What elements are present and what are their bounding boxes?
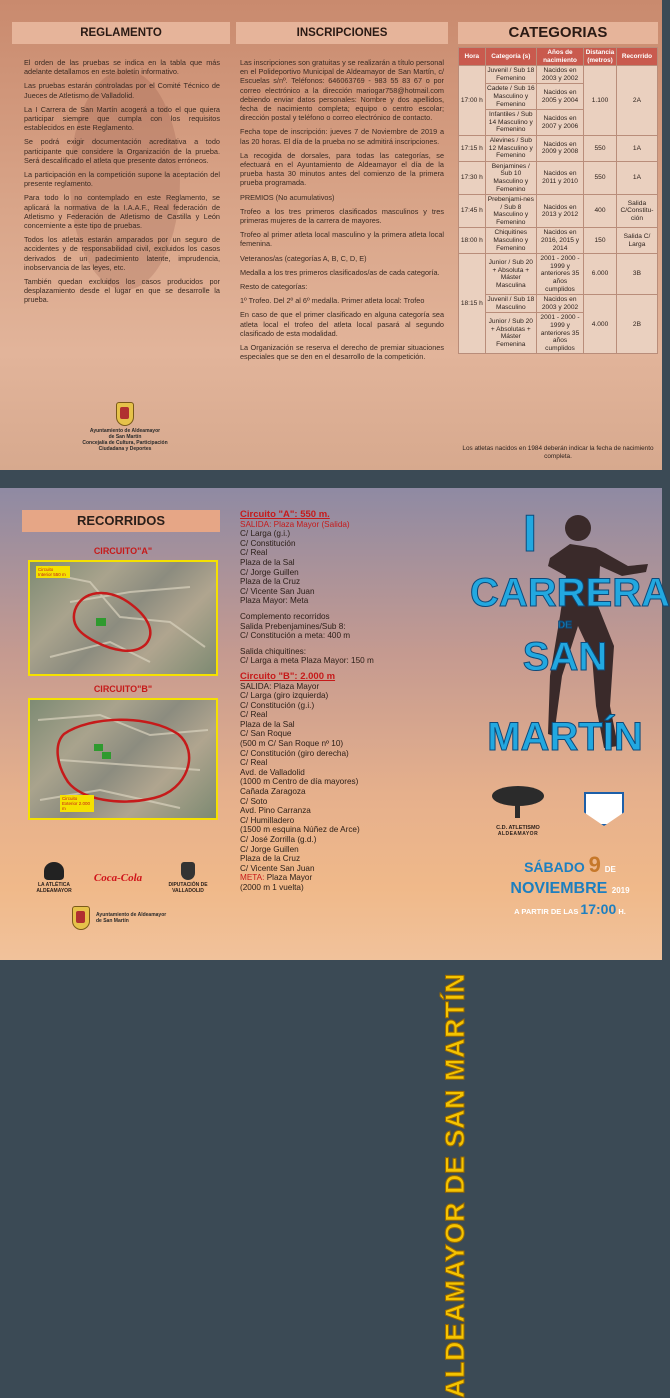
table-row — [459, 254, 658, 295]
circuito-a-label: CIRCUITO"A" — [93, 546, 153, 556]
cell-hora: 17:00 h — [459, 66, 486, 136]
reglamento-paragraph: Se podrá exigir documentación acreditativa a todo participante que considere la Organización de la prueba. Será descalificado el atleta que presente datos erróneos. — [24, 137, 220, 165]
route-b-step: C/ Soto — [240, 796, 268, 806]
pine-tree-icon — [490, 784, 546, 820]
route-b-step: C/ Real — [240, 758, 268, 768]
cell-hora: 18:00 h — [459, 228, 486, 254]
cell-anos: Nacidos en 2003 y 2002 — [536, 66, 583, 84]
route-b-step: C/ San Roque — [240, 729, 292, 739]
cell-dist: 400 — [584, 195, 617, 228]
col-header: Distancia (metros) — [584, 48, 617, 66]
cell-anos: Nacidos en 2007 y 2006 — [536, 110, 583, 136]
title-de: DE — [558, 620, 572, 631]
plaza-marker — [94, 744, 103, 751]
logo-line: Ciudadana y Deportes — [98, 446, 152, 452]
table-row — [459, 195, 658, 228]
title-carrera: CARRERA — [470, 571, 670, 615]
ayuntamiento-logo-bottom — [72, 906, 172, 924]
reglamento-paragraph: Para todo lo no contemplado en este Reglamento, se aplicará la normativa de la I.A.A.F., Real federación de Atletismo y Federación de Atletismo de Castilla y León concerniente a este tipo de pruebas. — [24, 193, 220, 231]
coat-of-arms-icon — [116, 402, 134, 426]
cell-dist: 1.100 — [584, 66, 617, 136]
cell-hora: 17:45 h — [459, 195, 486, 228]
inscripciones-paragraph: Medalla a los tres primeros clasificados/as de cada categoría. — [240, 267, 440, 277]
club-name: C.D. ATLETISMO — [496, 825, 540, 831]
route-b-step: C/ Constitución (giro derecha) — [240, 748, 349, 758]
cell-cat: Juvenil / Sub 18 Femenino — [485, 66, 536, 84]
route-a-title: Circuito "A": 550 m. — [240, 509, 330, 520]
title-san: SAN — [522, 635, 608, 679]
sponsor-name: LA ATLÉTICA ALDEAMAYOR — [36, 882, 72, 894]
cell-rec: Salida C/Constitu-ción — [616, 195, 657, 228]
reglamento-text — [24, 58, 220, 310]
date-line-2: NOVIEMBRE 2019 — [510, 880, 630, 897]
inscripciones-paragraph: La Organización se reserva el derecho de premiar situaciones especiales que se den en el desarrollo de la competición. — [240, 343, 444, 362]
route-b-step: Avd. de Valladolid — [240, 767, 305, 777]
sponsor-atletica — [34, 862, 74, 894]
route-descriptions — [240, 510, 374, 893]
sponsor-diputacion — [158, 862, 218, 894]
date-line-3: A PARTIR DE LAS 17:00 H. — [514, 901, 626, 917]
cell-cat: Benjamines / Sub 10 Masculino y Femenino — [485, 161, 536, 194]
cell-rec: 3B — [616, 254, 657, 295]
inscripciones-paragraph: La recogida de dorsales, para todas las categorías, se efectuará en el Ayuntamiento de Aldeamayor el día de la prueba hasta 30 minutos antes del comienzo de la primera prueba programada. — [240, 150, 444, 188]
table-row — [459, 228, 658, 254]
col-header: Hora — [459, 48, 486, 66]
route-a-step: C/ Larga (g.i.) — [240, 529, 291, 539]
cell-dist: 150 — [584, 228, 617, 254]
inscripciones-paragraph: 1º Trofeo. Del 2º al 6º medalla. Primer atleta local: Trofeo — [240, 296, 425, 306]
cell-anos: Nacidos en 2011 y 2010 — [536, 161, 583, 194]
logo-line: Ayuntamiento de Aldeamayor — [89, 428, 161, 434]
cell-anos: Nacidos en 2005 y 2004 — [536, 84, 583, 110]
complemento-line: C/ Larga a meta Plaza Mayor: 150 m — [240, 656, 374, 666]
route-b-meta: META: Plaza Mayor — [240, 873, 313, 883]
reglamento-paragraph: Las pruebas estarán controladas por el Comité Técnico de Jueces de Atletismo de Valladolid. — [24, 81, 220, 100]
route-b-step: C/ Larga (giro izquierda) — [240, 691, 329, 701]
cell-anos: Nacidos en 2016, 2015 y 2014 — [536, 228, 583, 254]
cell-cat: Junior / Sub 20 + Absolutas + Máster Femenina — [485, 313, 536, 354]
cell-rec: 2B — [616, 295, 657, 354]
reglamento-paragraph: La I Carrera de San Martín acogerá a todo el que quiera participar siempre que cumpla con los requisitos establecidos en este Reglamento. — [24, 104, 220, 133]
cell-dist: 550 — [584, 135, 617, 161]
cell-cat: Chiquitines Masculino y Femenino — [485, 228, 536, 254]
inscripciones-paragraph: Las inscripciones son gratuitas y se realizarán a título personal en el Polideportivo Municipal de Aldeamayor de San Martín, c/ Escuelas s/nº. Teléfonos: 646063769 - 983 55 83 67 o por correo electrónico a la dirección mariogar758@hotmail.com debiendo enviar datos personales: Nombre y dos apellidos, fecha de nacimiento completa; equipo o centro escolar; dirección postal y teléfono o correo electrónico de contacto. — [240, 58, 444, 123]
route-a-step: Plaza de la Sal — [240, 557, 295, 567]
sponsor-cocacola: Coca-Cola — [93, 872, 143, 884]
reglamento-paragraph: El orden de las pruebas se indica en la tabla que más adelante detallamos en este boletín informativo. — [24, 58, 220, 77]
route-a-step: C/ Constitución — [240, 538, 296, 548]
coat-of-arms-icon — [72, 906, 90, 930]
vertical-town-title: ALDEAMAYOR DE SAN MARTÍN — [440, 972, 470, 1398]
cell-rec: 2A — [616, 66, 657, 136]
inscripciones-header: INSCRIPCIONES — [236, 22, 448, 44]
club-subname: ALDEAMAYOR — [497, 831, 539, 837]
cell-hora: 18:15 h — [459, 254, 486, 354]
cell-hora: 17:15 h — [459, 135, 486, 161]
reglamento-paragraph: Todos los atletas estarán amparados por un seguro de accidentes y de responsabilidad civil, excluidos los casos derivados de un padecimiento latente, imprudencia, inobservancia de las leyes, etc. — [24, 235, 220, 272]
complemento-line: Complemento recorridos — [240, 611, 330, 621]
cell-anos: Nacidos en 2009 y 2008 — [536, 135, 583, 161]
route-b-step: (2000 m 1 vuelta) — [240, 882, 304, 892]
route-b-step: (1500 m esquina Núñez de Arce) — [240, 825, 360, 835]
col-header: Categoría (s) — [485, 48, 536, 66]
event-date — [480, 852, 660, 920]
ayuntamiento-logo — [80, 402, 170, 452]
route-a-step: SALIDA: Plaza Mayor (Salida) — [240, 519, 350, 529]
route-a-svg — [30, 562, 216, 674]
table-row — [459, 161, 658, 194]
inscripciones-paragraph: En caso de que el primer clasificado en alguna categoría sea atleta local el trofeo del atleta local pasará al segundo clasificado de esta modalidad. — [240, 310, 444, 338]
brochure-cover-panel — [0, 488, 670, 1398]
circuito-b-label: CIRCUITO"B" — [93, 684, 153, 694]
cell-cat: Alevines / Sub 12 Masculino y Femenino — [485, 135, 536, 161]
route-b-step: Cañada Zaragoza — [240, 787, 306, 797]
route-a-step: Plaza Mayor: Meta — [240, 596, 309, 606]
route-b-step: Plaza de la Sal — [240, 719, 295, 729]
cell-anos: Nacidos en 2013 y 2012 — [536, 195, 583, 228]
runner-logo-icon — [44, 862, 64, 880]
table-row — [459, 295, 658, 313]
route-b-step: C/ Jorge Guillen — [240, 844, 299, 854]
cell-rec: Salida C/ Larga — [616, 228, 657, 254]
table-header-row — [459, 48, 658, 66]
logo-line: Concejalía de Cultura, Participación — [82, 440, 168, 446]
route-b-step: (500 m C/ San Roque nº 10) — [240, 739, 344, 749]
edition-number: I — [522, 505, 538, 563]
cell-cat: Infantiles / Sub 14 Masculino y Femenino — [485, 110, 536, 136]
cell-anos: 2001 - 2000 - 1999 y anteriores 35 años cumplidos — [536, 254, 583, 295]
route-b-step: Avd. Pino Carranza — [240, 806, 311, 816]
premios-heading: PREMIOS (No acumulativos) — [240, 192, 335, 202]
complemento-line: Salida chiquitines: — [240, 646, 306, 656]
reglamento-header: REGLAMENTO — [12, 22, 230, 44]
brochure-inside-panel — [0, 0, 662, 470]
logo-line: Ayuntamiento de Aldeamayor — [96, 912, 167, 918]
route-b-step: C/ José Zorrilla (g.d.) — [240, 835, 317, 844]
categorias-header: CATEGORIAS — [458, 22, 658, 44]
map-a-tag: Circuito Interior 550 m — [36, 566, 70, 578]
recorridos-header: RECORRIDOS — [22, 510, 220, 532]
complemento-line: Salida Prebenjamines/Sub 8: — [240, 621, 346, 631]
cell-cat: Juvenil / Sub 18 Masculino — [485, 295, 536, 313]
cell-dist: 6.000 — [584, 254, 617, 295]
diputacion-shield-icon — [181, 862, 195, 880]
route-b-svg — [30, 700, 216, 818]
route-b-step: C/ Real — [240, 710, 268, 720]
inscripciones-paragraph: Trofeo al primer atleta local masculino y la primera atleta local femenina. — [240, 230, 444, 249]
cell-cat: Prebenjami-nes / Sub 8 Masculino y Femenino — [485, 195, 536, 228]
route-b-step: C/ Vicente San Juan — [240, 863, 315, 873]
title-martin: MARTÍN — [487, 715, 643, 759]
route-a-step: C/ Jorge Guillen — [240, 567, 299, 577]
cell-rec: 1A — [616, 161, 657, 194]
plaza-marker — [96, 618, 106, 626]
club-badge-icon — [584, 792, 624, 826]
table-row — [459, 66, 658, 84]
route-b-step: C/ Constitución (g.i.) — [240, 700, 315, 710]
cell-rec: 1A — [616, 135, 657, 161]
date-line-1: SÁBADO 9 DE — [524, 852, 616, 877]
club-logo — [484, 784, 552, 837]
route-b-step: Plaza de la Cruz — [240, 854, 301, 864]
route-b-title: Circuito "B": 2.000 m — [240, 670, 336, 682]
route-b-step: SALIDA: Plaza Mayor — [240, 681, 320, 691]
inscripciones-paragraph: Resto de categorías: — [240, 282, 308, 292]
cell-anos: Nacidos en 2003 y 2002 — [536, 295, 583, 313]
sponsor-name: DIPUTACIÓN DE VALLADOLID — [168, 882, 208, 894]
cell-hora: 17:30 h — [459, 161, 486, 194]
logo-line: de San Martín — [96, 918, 129, 924]
complemento-line: C/ Constitución a meta: 400 m — [240, 631, 351, 641]
inscripciones-text — [240, 58, 444, 366]
circuito-b-map — [28, 698, 218, 820]
map-b-tag: Circuito Exterior 2.000 m — [60, 795, 94, 812]
reglamento-paragraph: La participación en la competición supone la aceptación del presente reglamento. — [24, 170, 220, 189]
categorias-table — [458, 47, 658, 354]
route-a-step: C/ Real — [240, 548, 268, 558]
route-b-step: (1000 m Centro de día mayores) — [240, 777, 359, 787]
cell-dist: 4.000 — [584, 295, 617, 354]
plaza-marker — [102, 752, 111, 759]
cell-cat: Cadete / Sub 16 Masculino y Femenino — [485, 84, 536, 110]
route-a-step: Plaza de la Cruz — [240, 577, 301, 587]
cell-cat: Junior / Sub 20 + Absoluta + Máster Masculina — [485, 254, 536, 295]
col-header: Años de nacimiento — [536, 48, 583, 66]
reglamento-paragraph: También quedan excluidos los casos producidos por desplazamiento desde el lugar en que se desarrolle la prueba. — [24, 277, 220, 305]
cell-anos: 2001 - 2000 - 1999 y anteriores 35 años cumplidos — [536, 313, 583, 354]
circuito-a-map — [28, 560, 218, 676]
inscripciones-paragraph: Veteranos/as (categorías A, B, C, D, E) — [240, 253, 367, 263]
route-b-step: C/ Humilladero — [240, 815, 295, 825]
route-a-step: C/ Vicente San Juan — [240, 586, 315, 596]
table-row — [459, 135, 658, 161]
inscripciones-paragraph: Trofeo a los tres primeros clasificados masculinos y tres primeras mujeres de la carrera de mayores. — [240, 206, 444, 226]
categorias-note: Los atletas nacidos en 1984 deberán indicar la fecha de nacimiento completa. — [462, 445, 654, 460]
inscripciones-paragraph: Fecha tope de inscripción: jueves 7 de Noviembre de 2019 a las 20 horas. El día de la prueba no se admitirá inscripciones. — [240, 127, 444, 146]
col-header: Recorrido — [616, 48, 657, 66]
cell-dist: 550 — [584, 161, 617, 194]
logo-line: de San Martín — [108, 434, 142, 440]
